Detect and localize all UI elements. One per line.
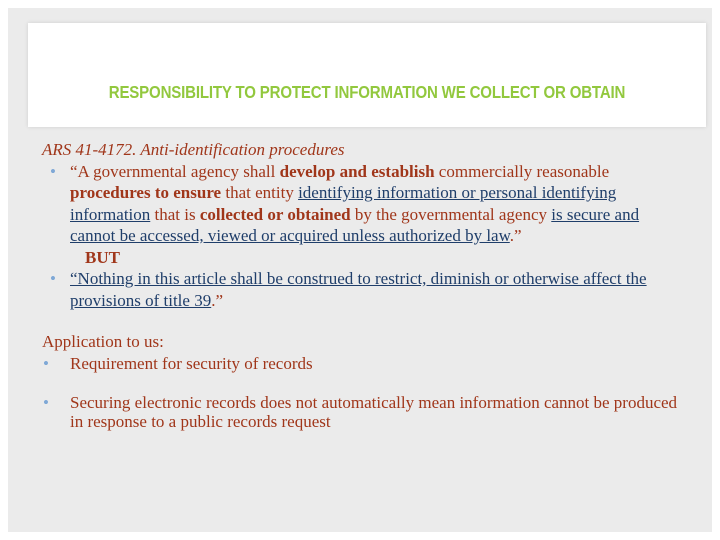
bullet1-text-1: “A governmental agency shall bbox=[70, 161, 280, 181]
bullet1-text-3: that entity bbox=[221, 183, 299, 202]
bullet1-text-6: .” bbox=[509, 226, 522, 245]
application-item bbox=[42, 353, 682, 375]
bullet1-link-2[interactable]: is secure and cannot be accessed, viewed or acquired unless authorized by law bbox=[70, 204, 640, 245]
bullet1-bold-3: collected or obtained bbox=[199, 204, 351, 224]
spacer bbox=[42, 374, 682, 393]
but-label: BUT bbox=[85, 247, 120, 267]
bullet1-text-4: that is bbox=[150, 204, 200, 224]
statute-heading: ARS 41-4172. Anti-identification procedures bbox=[42, 140, 345, 159]
bullet1-text-5: by the governmental agency bbox=[350, 204, 552, 224]
title-box bbox=[28, 23, 706, 127]
bullet2-link[interactable]: “Nothing in this article shall be construed to restrict, diminish or otherwise affect the provisions of title 39 bbox=[70, 269, 647, 310]
slide-content bbox=[42, 139, 682, 431]
bullet-icon: • bbox=[50, 161, 56, 181]
bullet1-bold-2: procedures to ensure bbox=[70, 183, 222, 202]
application-item-text: Securing electronic records does not automatically mean information cannot be produced in response to a public records request bbox=[70, 393, 678, 431]
bullet1-text-2: commercially reasonable bbox=[434, 161, 610, 181]
slide-title: RESPONSIBILITY TO PROTECT INFORMATION WE COLLECT OR OBTAIN bbox=[108, 82, 626, 102]
statute-bullet-2 bbox=[42, 268, 682, 311]
spacer bbox=[42, 311, 682, 331]
bullet1-link-1[interactable]: identifying information or personal identifying information bbox=[70, 183, 617, 224]
application-item bbox=[42, 393, 682, 431]
application-item-text: Requirement for security of records bbox=[70, 353, 313, 373]
bullet-icon: • bbox=[50, 269, 56, 288]
application-heading: Application to us: bbox=[42, 332, 164, 351]
bullet1-bold-1: develop and establish bbox=[279, 161, 435, 181]
statute-bullet-1 bbox=[42, 161, 682, 247]
bullet2-text: .” bbox=[211, 290, 223, 310]
bullet-icon: • bbox=[43, 353, 49, 373]
bullet-icon: • bbox=[43, 393, 49, 412]
